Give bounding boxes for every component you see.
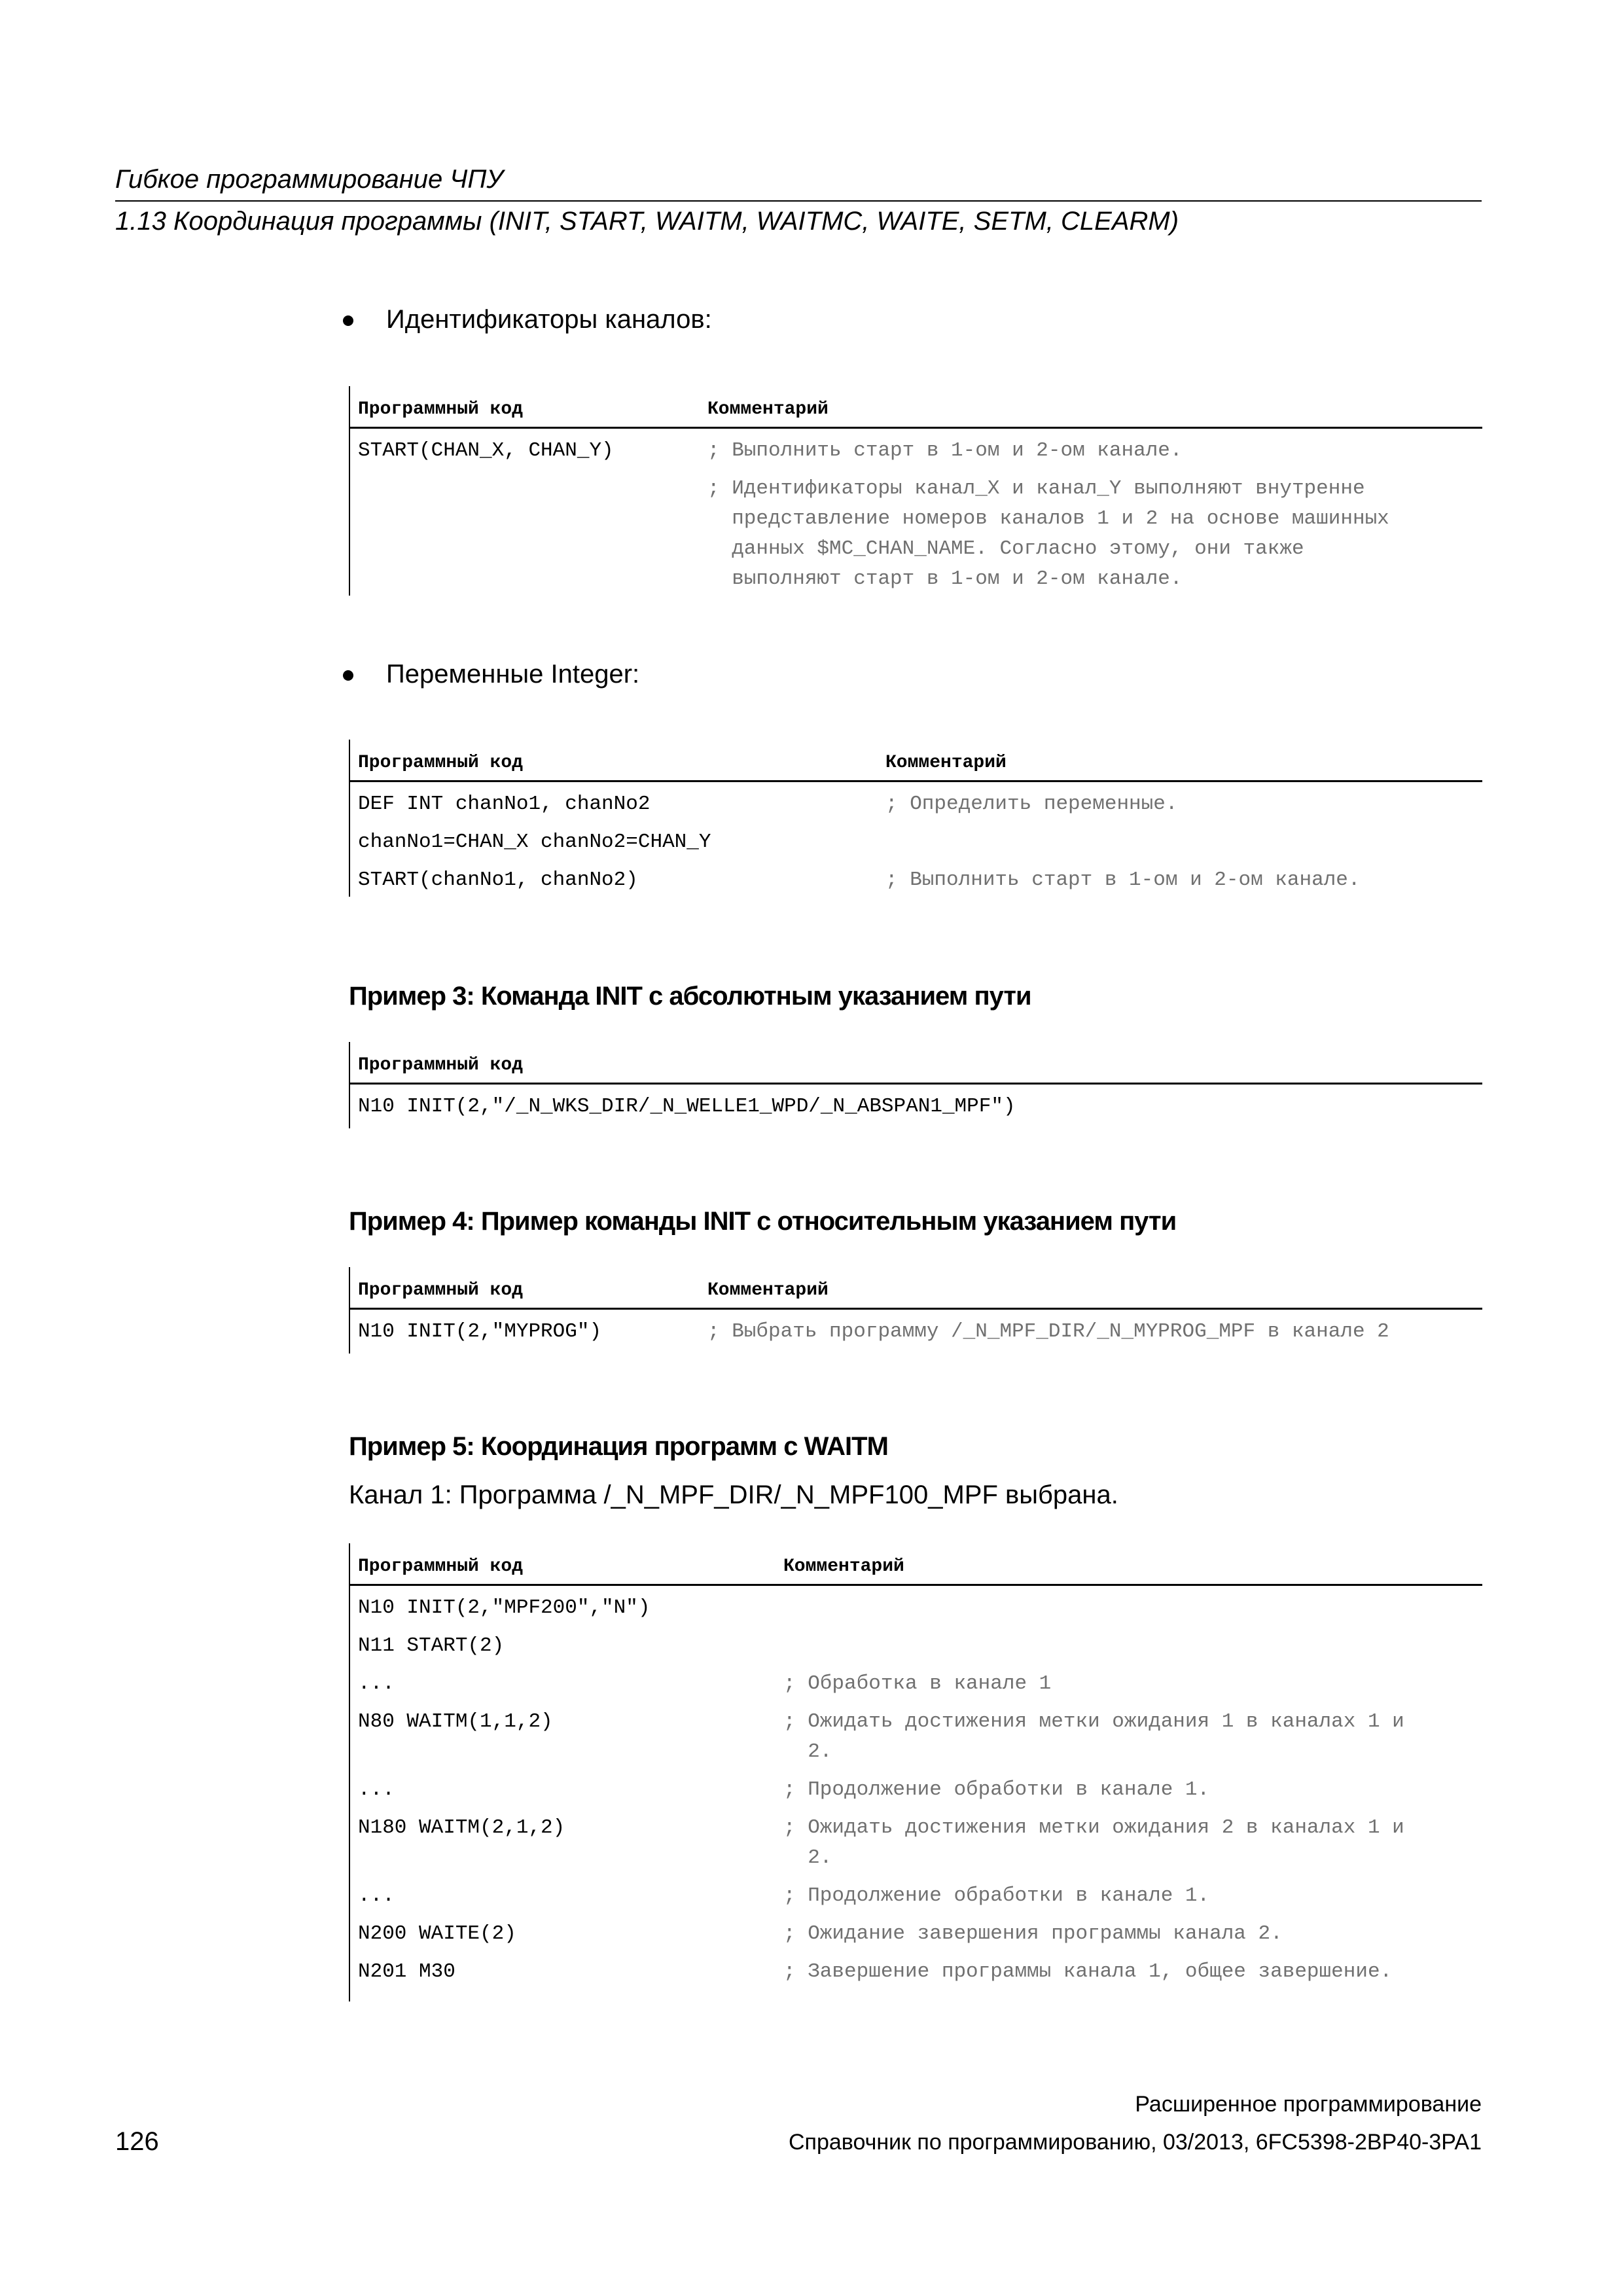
col-header-comment: Комментарий xyxy=(707,399,829,420)
example3-heading: Пример 3: Команда INIT с абсолютным указанием пути xyxy=(349,982,1031,1011)
table-row-comment: ; Завершение программы канала 1, общее завершение. xyxy=(783,1960,1393,1983)
table-row-comment: ; Выполнить старт в 1-ом и 2-ом канале. xyxy=(707,439,1183,462)
header-rule xyxy=(349,1308,1482,1310)
bullet-icon xyxy=(343,670,353,681)
example5-intro: Канал 1: Программа /_N_MPF_DIR/_N_MPF100_MPF выбрана. xyxy=(349,1480,1118,1509)
header-rule xyxy=(349,1584,1482,1586)
code-table-example4 xyxy=(349,1267,1482,1354)
table-row-code: N11 START(2) xyxy=(358,1634,505,1657)
table-row-code: N201 M30 xyxy=(358,1960,455,1983)
table-row-code: DEF INT chanNo1, chanNo2 xyxy=(358,793,651,816)
code-table-example5 xyxy=(349,1543,1482,2001)
table-left-border xyxy=(349,1042,350,1128)
table-row-code: N200 WAITE(2) xyxy=(358,1922,516,1945)
col-header-code: Программный код xyxy=(358,399,524,420)
table-row-comment: ; Ожидать достижения метки ожидания 1 в каналах 1 и xyxy=(783,1710,1404,1733)
table-row-code: ... xyxy=(358,1884,395,1907)
table-left-border xyxy=(349,740,350,897)
table-row-comment: представление номеров каналов 1 и 2 на основе машинных xyxy=(707,507,1389,530)
footer-manual-info: Справочник по программированию, 03/2013, 6FC5398-2BP40-3PA1 xyxy=(789,2130,1482,2155)
col-header-code: Программный код xyxy=(358,1556,524,1577)
table-row-comment: ; Определить переменные. xyxy=(885,793,1178,816)
table-row-comment: ; Продолжение обработки в канале 1. xyxy=(783,1778,1210,1801)
col-header-code: Программный код xyxy=(358,753,524,773)
table-row-comment: ; Ожидание завершения программы канала 2. xyxy=(783,1922,1283,1945)
header-divider xyxy=(115,200,1482,202)
code-table-example3 xyxy=(349,1042,1482,1128)
table-row-comment: ; Обработка в канале 1 xyxy=(783,1672,1052,1695)
table-left-border xyxy=(349,1543,350,2001)
table-row-code: N10 INIT(2,"MPF200","N") xyxy=(358,1596,651,1619)
running-header-section: 1.13 Координация программы (INIT, START, WAITM, WAITMC, WAITE, SETM, CLEARM) xyxy=(115,207,1179,236)
header-rule xyxy=(349,427,1482,429)
example4-heading: Пример 4: Пример команды INIT с относительным указанием пути xyxy=(349,1207,1177,1236)
bullet-text: Переменные Integer: xyxy=(386,660,640,689)
running-header-title: Гибкое программирование ЧПУ xyxy=(115,165,503,194)
table-row-code: N180 WAITM(2,1,2) xyxy=(358,1816,565,1839)
table-row-code: ... xyxy=(358,1672,395,1695)
table-row-comment: ; Выбрать программу /_N_MPF_DIR/_N_MYPROG_MPF в канале 2 xyxy=(707,1320,1389,1343)
header-rule xyxy=(349,1083,1482,1085)
bullet-text: Идентификаторы каналов: xyxy=(386,305,712,334)
table-row-code: START(CHAN_X, CHAN_Y) xyxy=(358,439,614,462)
example5-heading: Пример 5: Координация программ с WAITM xyxy=(349,1432,888,1461)
table-row-comment: ; Идентификаторы канал_X и канал_Y выполняют внутренне xyxy=(707,477,1365,500)
table-row-comment: 2. xyxy=(783,1846,832,1869)
table-row-comment: ; Выполнить старт в 1-ом и 2-ом канале. xyxy=(885,869,1361,891)
table-row-code: N10 INIT(2,"MYPROG") xyxy=(358,1320,602,1343)
table-left-border xyxy=(349,386,350,596)
col-header-code: Программный код xyxy=(358,1055,524,1075)
table-row-code: ... xyxy=(358,1778,395,1801)
footer-book-title: Расширенное программирование xyxy=(1135,2092,1482,2117)
table-row-comment: выполняют старт в 1-ом и 2-ом канале. xyxy=(707,567,1183,590)
table-row-code: N80 WAITM(1,1,2) xyxy=(358,1710,553,1733)
table-row-comment: ; Ожидать достижения метки ожидания 2 в каналах 1 и xyxy=(783,1816,1404,1839)
table-row-code: chanNo1=CHAN_X chanNo2=CHAN_Y xyxy=(358,831,711,853)
bullet-icon xyxy=(343,315,353,326)
col-header-comment: Комментарий xyxy=(885,753,1007,773)
code-table-channel-identifiers xyxy=(349,386,1482,596)
code-table-integer-variables xyxy=(349,740,1482,897)
table-row-comment: ; Продолжение обработки в канале 1. xyxy=(783,1884,1210,1907)
col-header-comment: Комментарий xyxy=(783,1556,904,1577)
col-header-code: Программный код xyxy=(358,1280,524,1300)
table-left-border xyxy=(349,1267,350,1354)
header-rule xyxy=(349,780,1482,782)
page-number: 126 xyxy=(115,2127,159,2156)
table-row-code: N10 INIT(2,"/_N_WKS_DIR/_N_WELLE1_WPD/_N_ABSPAN1_MPF") xyxy=(358,1095,1016,1118)
table-row-comment: данных $MC_CHAN_NAME. Согласно этому, они также xyxy=(707,537,1304,560)
table-row-code: START(chanNo1, chanNo2) xyxy=(358,869,638,891)
col-header-comment: Комментарий xyxy=(707,1280,829,1300)
table-row-comment: 2. xyxy=(783,1740,832,1763)
